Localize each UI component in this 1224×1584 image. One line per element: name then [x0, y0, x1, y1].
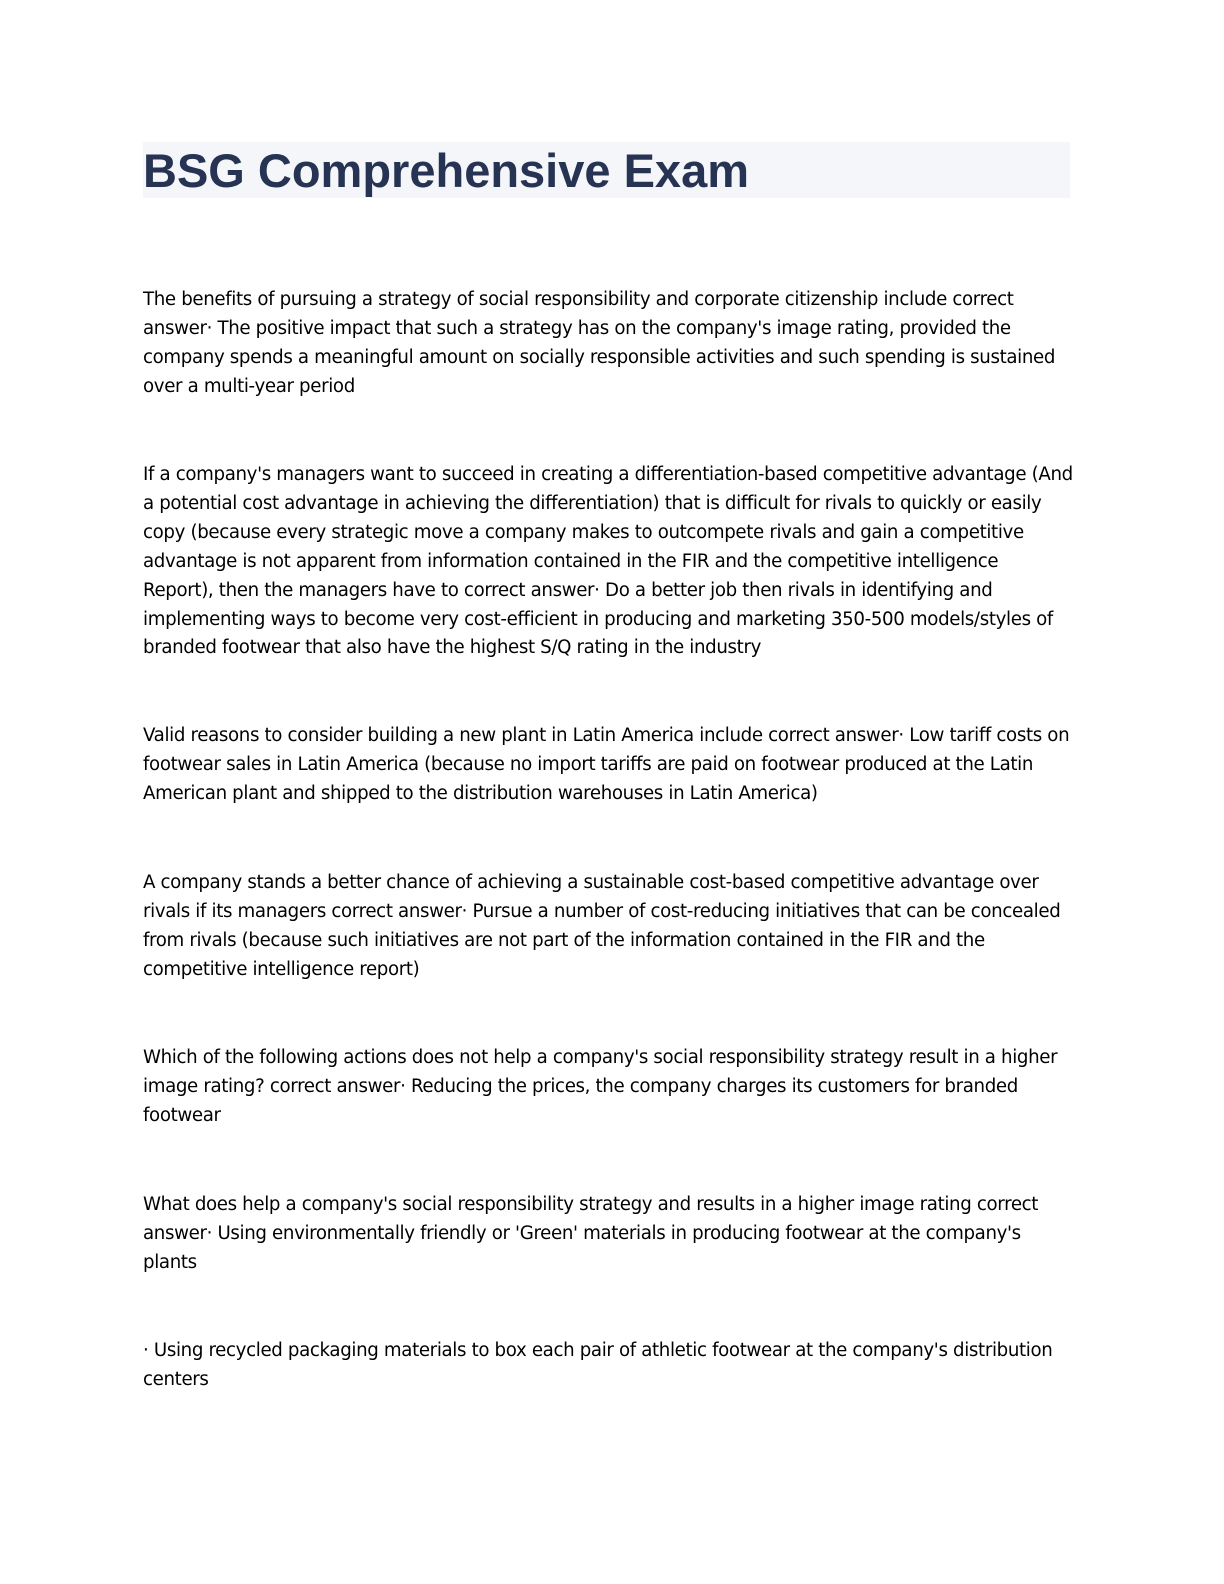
question-answer-paragraph: A company stands a better chance of achieving a sustainable cost-based competitive advantage over rivals if its managers correct answer· Pursue a number of cost-reducing initiatives that can be concealed from rivals (because such initiatives are not part of the information contained in the FIR and the competitive intelligence report) — [143, 872, 1061, 980]
question-answer-paragraph: The benefits of pursuing a strategy of social responsibility and corporate citizenship include correct answer· The positive impact that such a strategy has on the company's image rating, provided the company spends a meaningful amount on socially responsible activities and such spending is sustained over a multi-year period — [143, 289, 1056, 397]
question-answer-paragraph: Which of the following actions does not help a company's social responsibility strategy result in a higher image rating? correct answer· Reducing the prices, the company charges its customers for branded footwear — [143, 1047, 1058, 1126]
question-answer-paragraph: If a company's managers want to succeed in creating a differentiation-based competitive advantage (And a potential cost advantage in achieving the differentiation) that is difficult for rivals to quickly or easily copy (because every strategic move a company makes to outcompete rivals and gain a competitive advantage is not apparent from information contained in the FIR and the competitive intelligence Report), then the managers have to correct answer· Do a better job then rivals in identifying and implementing ways to become very cost-efficient in producing and marketing 350-500 models/styles of branded footwear that also have the highest S/Q rating in the industry — [143, 464, 1073, 659]
answer-continuation-paragraph: · Using recycled packaging materials to box each pair of athletic footwear at the company's distribution centers — [143, 1340, 1053, 1390]
question-answer-paragraph: Valid reasons to consider building a new plant in Latin America include correct answer· Low tariff costs on footwear sales in Latin America (because no import tariffs are paid on footwear produced at the Latin American plant and shipped to the distribution warehouses in Latin America) — [143, 725, 1070, 804]
document-title: BSG Comprehensive Exam — [143, 144, 749, 197]
question-answer-paragraph: What does help a company's social responsibility strategy and results in a higher image rating correct answer· Using environmentally friendly or 'Green' materials in producing footwear at the company's plants — [143, 1194, 1039, 1273]
